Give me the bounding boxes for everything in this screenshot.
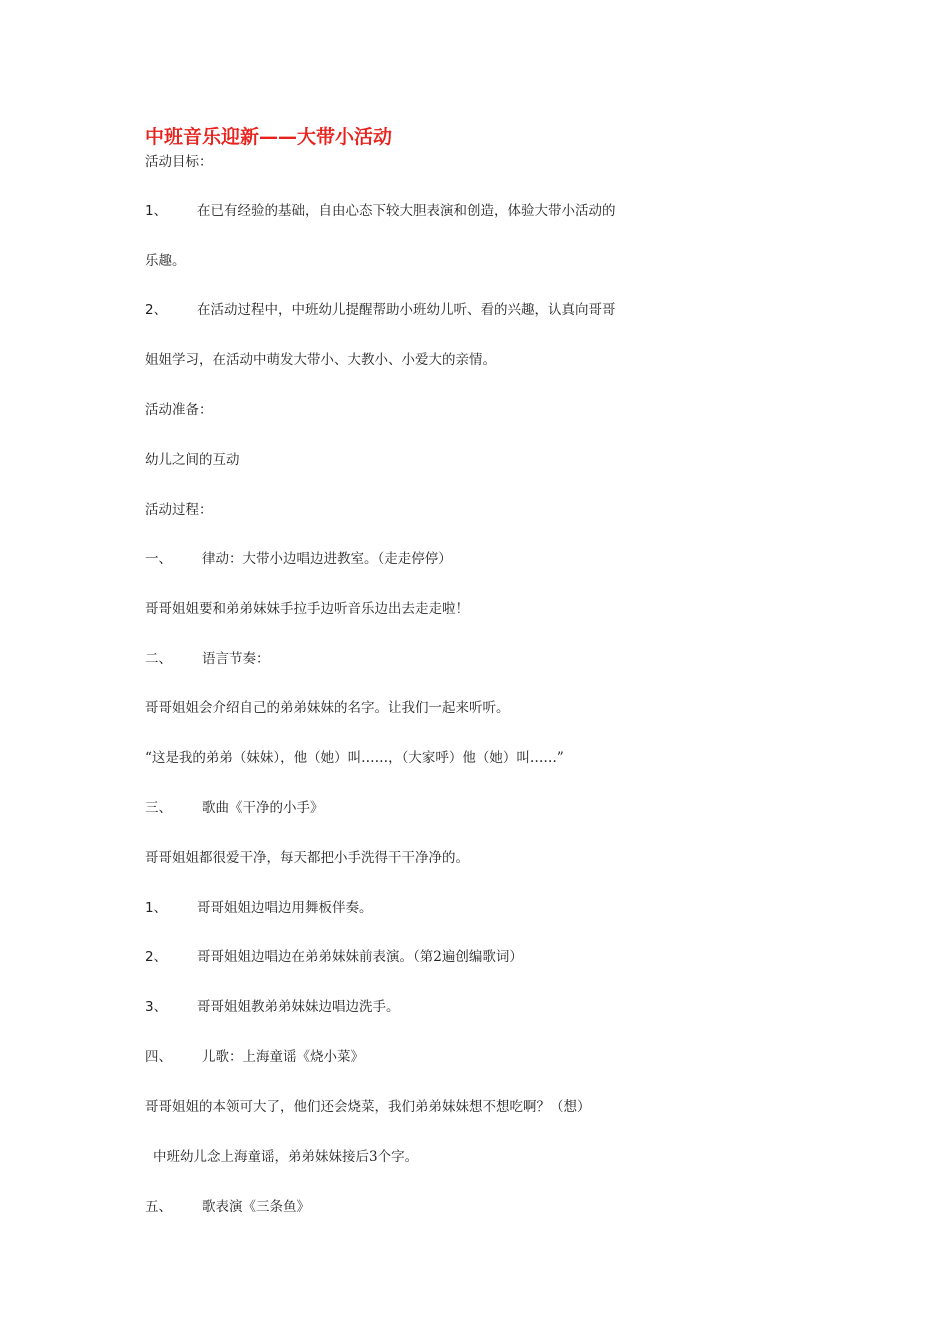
document-title: 中班音乐迎新——大带小活动 (145, 126, 393, 148)
line-text: 在活动过程中，中班幼儿提醒帮助小班幼儿听、看的兴趣，认真向哥哥 (197, 302, 616, 318)
text-line (145, 848, 469, 868)
list-number: 2、 (145, 949, 168, 965)
list-item (145, 798, 324, 818)
list-item (145, 947, 523, 967)
line-text: 哥哥姐姐要和弟弟妹妹手拉手边听音乐边出去走走啦！ (145, 601, 469, 617)
list-item (145, 300, 616, 320)
line-text: 歌曲《干净的小手》 (202, 800, 324, 816)
text-line (145, 450, 240, 470)
text-line (145, 698, 510, 718)
line-text: 哥哥姐姐教弟弟妹妹边唱边洗手。 (197, 999, 400, 1015)
list-number: 2、 (145, 302, 168, 318)
list-number: 一、 (145, 551, 172, 567)
line-text: 哥哥姐姐会介绍自己的弟弟妹妹的名字。让我们一起来听听。 (145, 700, 510, 716)
line-text: 幼儿之间的互动 (145, 452, 240, 468)
list-number: 五、 (145, 1199, 172, 1215)
line-text: 活动目标： (145, 154, 213, 170)
list-item (145, 997, 400, 1017)
text-line (153, 1147, 418, 1167)
line-text: 歌表演《三条鱼》 (202, 1199, 310, 1215)
line-text: 语言节奏： (202, 651, 270, 667)
text-line (145, 748, 564, 768)
list-number: 1、 (145, 203, 168, 219)
text-line (145, 350, 496, 370)
line-text: 活动准备： (145, 402, 213, 418)
list-number: 二、 (145, 651, 172, 667)
list-number: 1、 (145, 900, 168, 916)
line-text: 哥哥姐姐边唱边用舞板伴奏。 (197, 900, 373, 916)
line-text: 中班幼儿念上海童谣，弟弟妹妹接后3个字。 (153, 1149, 419, 1165)
list-number: 四、 (145, 1049, 172, 1065)
line-text: 乐趣。 (145, 253, 186, 269)
list-item (145, 898, 373, 918)
text-line (145, 152, 213, 172)
list-number: 3、 (145, 999, 168, 1015)
text-line (145, 599, 469, 619)
list-item (145, 1197, 310, 1217)
section-heading (145, 500, 213, 520)
list-item (145, 549, 452, 569)
list-item (145, 201, 616, 221)
line-text: 姐姐学习，在活动中萌发大带小、大教小、小爱大的亲情。 (145, 352, 496, 368)
list-number: 三、 (145, 800, 172, 816)
text-line (145, 251, 186, 271)
line-text: 在已有经验的基础，自由心态下较大胆表演和创造，体验大带小活动的 (197, 203, 616, 219)
line-text: 儿歌：上海童谣《烧小菜》 (202, 1049, 364, 1065)
section-heading (145, 400, 213, 420)
line-text: 律动：大带小边唱边进教室。（走走停停） (202, 551, 452, 567)
line-text: 哥哥姐姐都很爱干净，每天都把小手洗得干干净净的。 (145, 850, 469, 866)
list-item (145, 649, 270, 669)
text-line (145, 1097, 591, 1117)
line-text: 哥哥姐姐边唱边在弟弟妹妹前表演。（第2遍创编歌词） (197, 949, 523, 965)
line-text: “这是我的弟弟（妹妹），他（她）叫……，（大家呼）他（她）叫……” (145, 750, 564, 766)
line-text: 活动过程： (145, 502, 213, 518)
list-item (145, 1047, 364, 1067)
line-text: 哥哥姐姐的本领可大了，他们还会烧菜，我们弟弟妹妹想不想吃啊？（想） (145, 1099, 591, 1115)
